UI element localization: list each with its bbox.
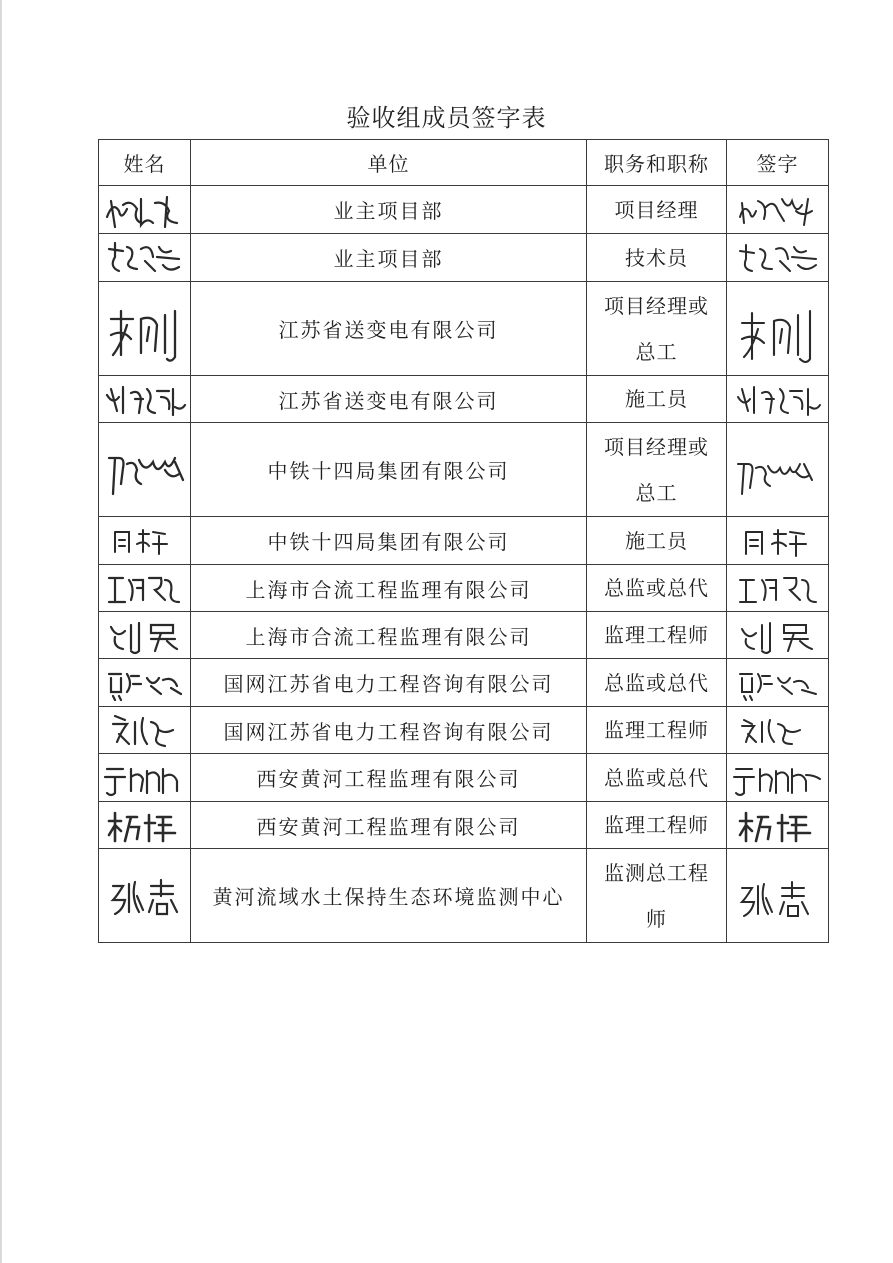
name-signature-cell [99, 612, 191, 659]
unit-cell: 江苏省送变电有限公司 [191, 282, 587, 376]
position-cell: 总监或总代 [587, 565, 727, 612]
handwritten-name [99, 430, 190, 510]
signature-image [727, 187, 828, 233]
name-signature-cell [99, 517, 191, 565]
table-row [99, 282, 829, 376]
name-signature-cell [99, 234, 191, 282]
signature-image [727, 518, 828, 564]
name-signature-cell [99, 565, 191, 612]
position-cell: 项目经理或 总工 [587, 282, 727, 376]
table-row [99, 612, 829, 659]
signature-cell [727, 517, 829, 565]
signature-image [727, 613, 828, 657]
signature-image [727, 856, 828, 936]
table-row [99, 849, 829, 943]
signature-table [98, 139, 829, 943]
position-cell: 技术员 [587, 234, 727, 282]
signature-image [727, 803, 828, 847]
signature-cell [727, 849, 829, 943]
name-signature-cell [99, 186, 191, 234]
header-position: 职务和职称 [587, 140, 727, 186]
unit-cell: 业主项目部 [191, 186, 587, 234]
name-signature-cell [99, 659, 191, 707]
signature-cell [727, 707, 829, 754]
name-signature-cell [99, 802, 191, 849]
table-body [99, 186, 829, 943]
handwritten-name [99, 613, 190, 657]
position-cell: 监理工程师 [587, 707, 727, 754]
handwritten-name [99, 377, 190, 421]
signature-cell [727, 282, 829, 376]
handwritten-name [99, 566, 190, 610]
name-signature-cell [99, 707, 191, 754]
unit-cell: 黄河流域水土保持生态环境监测中心 [191, 849, 587, 943]
position-cell: 总监或总代 [587, 659, 727, 707]
table-row [99, 707, 829, 754]
unit-cell: 上海市合流工程监理有限公司 [191, 612, 587, 659]
position-cell: 监理工程师 [587, 612, 727, 659]
table-row [99, 659, 829, 707]
table-row [99, 754, 829, 802]
handwritten-name [99, 518, 190, 564]
name-signature-cell [99, 282, 191, 376]
signature-image [727, 708, 828, 752]
header-row [99, 140, 829, 186]
handwritten-name [99, 235, 190, 281]
unit-cell: 国网江苏省电力工程咨询有限公司 [191, 707, 587, 754]
handwritten-name [99, 708, 190, 752]
handwritten-name [99, 803, 190, 847]
unit-cell: 国网江苏省电力工程咨询有限公司 [191, 659, 587, 707]
signature-cell [727, 186, 829, 234]
position-cell: 项目经理 [587, 186, 727, 234]
table-row [99, 517, 829, 565]
signature-image [727, 377, 828, 421]
table-row [99, 186, 829, 234]
signature-image [727, 755, 828, 801]
handwritten-name [99, 755, 190, 801]
position-cell: 监测总工程 师 [587, 849, 727, 943]
name-signature-cell [99, 849, 191, 943]
signature-image [727, 566, 828, 610]
table-row [99, 234, 829, 282]
position-cell: 监理工程师 [587, 802, 727, 849]
signature-cell [727, 754, 829, 802]
unit-cell: 中铁十四局集团有限公司 [191, 423, 587, 517]
table-row [99, 423, 829, 517]
handwritten-name [99, 660, 190, 706]
handwritten-name [99, 289, 190, 369]
header-signature: 签字 [727, 140, 829, 186]
position-cell: 项目经理或 总工 [587, 423, 727, 517]
position-cell: 总监或总代 [587, 754, 727, 802]
unit-cell: 中铁十四局集团有限公司 [191, 517, 587, 565]
signature-image [727, 660, 828, 706]
unit-cell: 上海市合流工程监理有限公司 [191, 565, 587, 612]
signature-cell [727, 659, 829, 707]
signature-cell [727, 376, 829, 423]
signature-cell [727, 802, 829, 849]
signature-image [727, 289, 828, 369]
signature-image [727, 430, 828, 510]
unit-cell: 西安黄河工程监理有限公司 [191, 802, 587, 849]
header-unit: 单位 [191, 140, 587, 186]
unit-cell: 业主项目部 [191, 234, 587, 282]
unit-cell: 江苏省送变电有限公司 [191, 376, 587, 423]
signature-image [727, 235, 828, 281]
position-cell: 施工员 [587, 517, 727, 565]
table-row [99, 565, 829, 612]
table-row [99, 802, 829, 849]
page-title: 验收组成员签字表 [346, 104, 547, 132]
header-name: 姓名 [99, 140, 191, 186]
position-cell: 施工员 [587, 376, 727, 423]
handwritten-name [99, 187, 190, 233]
handwritten-name [99, 856, 190, 936]
signature-cell [727, 565, 829, 612]
name-signature-cell [99, 423, 191, 517]
unit-cell: 西安黄河工程监理有限公司 [191, 754, 587, 802]
signature-cell [727, 234, 829, 282]
name-signature-cell [99, 754, 191, 802]
signature-cell [727, 423, 829, 517]
table-row [99, 376, 829, 423]
signature-cell [727, 612, 829, 659]
name-signature-cell [99, 376, 191, 423]
